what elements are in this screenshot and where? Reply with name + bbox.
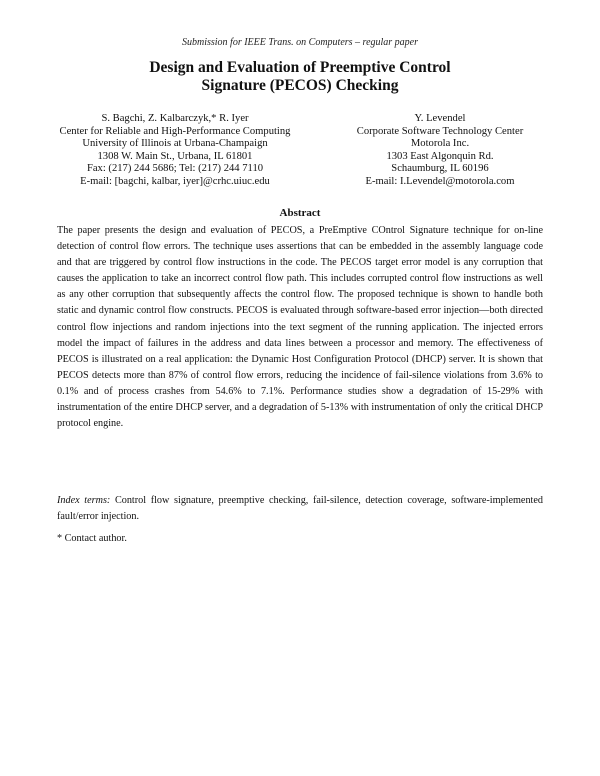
- affiliation-center: Center for Reliable and High-Performance Computing: [59, 125, 291, 137]
- contact-author-note: * Contact author.: [57, 533, 127, 544]
- abstract-text: The paper presents the design and evaluation of PECOS, a PreEmptive COntrol Signature technique for on-line detection of control flow errors. The technique uses assertions that can be embedded in the assembly language code and that are triggered by control flow instructions in the code. The PECOS target error model is any corruption that causes the application to take an incorrect control flow path. This includes corrupted control flow instructions as well as any other corruption that subsequently affects the control flow. The proposed technique is shown to handle both static and dynamic control flow constructs. PECOS is evaluated through software-based error injection—both directed control flow injections and random injections into the text segment of the running application. The injected errors model the impact of failures in the address and data lines between a processor and memory. The effectiveness of PECOS is illustrated on a real application: the Dynamic Host Configuration Protocol (DHCP) server. It is shown that PECOS detects more than 87% of control flow errors, reducing the incidence of fail-silence violations from 3.6% to 0.1% and of process crashes from 54.6% to 7.1%. Performance studies show a degradation of 15-29% with instrumentation of the entire DHCP server, and a degradation of 5-13% with instrumentation of only the critical DHCP protocol engine.: [57, 225, 543, 430]
- title-line-2: Signature (PECOS) Checking: [201, 77, 399, 94]
- author-name: Y. Levendel: [414, 113, 466, 124]
- title-line-1: Design and Evaluation of Preemptive Control: [149, 59, 451, 76]
- submission-note: Submission for IEEE Trans. on Computers – regular paper: [181, 37, 419, 48]
- affiliation-email: E-mail: [bagchi, kalbar, iyer]@crhc.uiuc.edu: [80, 175, 270, 187]
- index-terms-label: Index terms:: [57, 495, 111, 506]
- index-terms-text: Control flow signature, preemptive checking, fail-silence, detection coverage, software-implemented fault/error injection.: [57, 495, 543, 523]
- affiliation-phone: Fax: (217) 244 5686; Tel: (217) 244 7110: [86, 163, 264, 175]
- affiliation-email: E-mail: I.Levendel@motorola.com: [365, 175, 515, 187]
- abstract-heading: Abstract: [279, 207, 321, 219]
- affiliation-university: University of Illinois at Urbana-Champaign: [82, 138, 268, 150]
- affiliation-company: Motorola Inc.: [410, 138, 470, 150]
- affiliation-street: 1303 East Algonquin Rd.: [386, 150, 494, 162]
- affiliation-center: Corporate Software Technology Center: [356, 125, 524, 137]
- author-names: S. Bagchi, Z. Kalbarczyk,* R. Iyer: [101, 113, 249, 124]
- author-block-left: [40, 113, 310, 189]
- author-block-right: [335, 113, 545, 189]
- index-terms: [57, 493, 543, 525]
- paper-title: [60, 59, 540, 95]
- affiliation-city: Schaumburg, IL 60196: [391, 163, 489, 175]
- affiliation-address: 1308 W. Main St., Urbana, IL 61801: [97, 150, 253, 162]
